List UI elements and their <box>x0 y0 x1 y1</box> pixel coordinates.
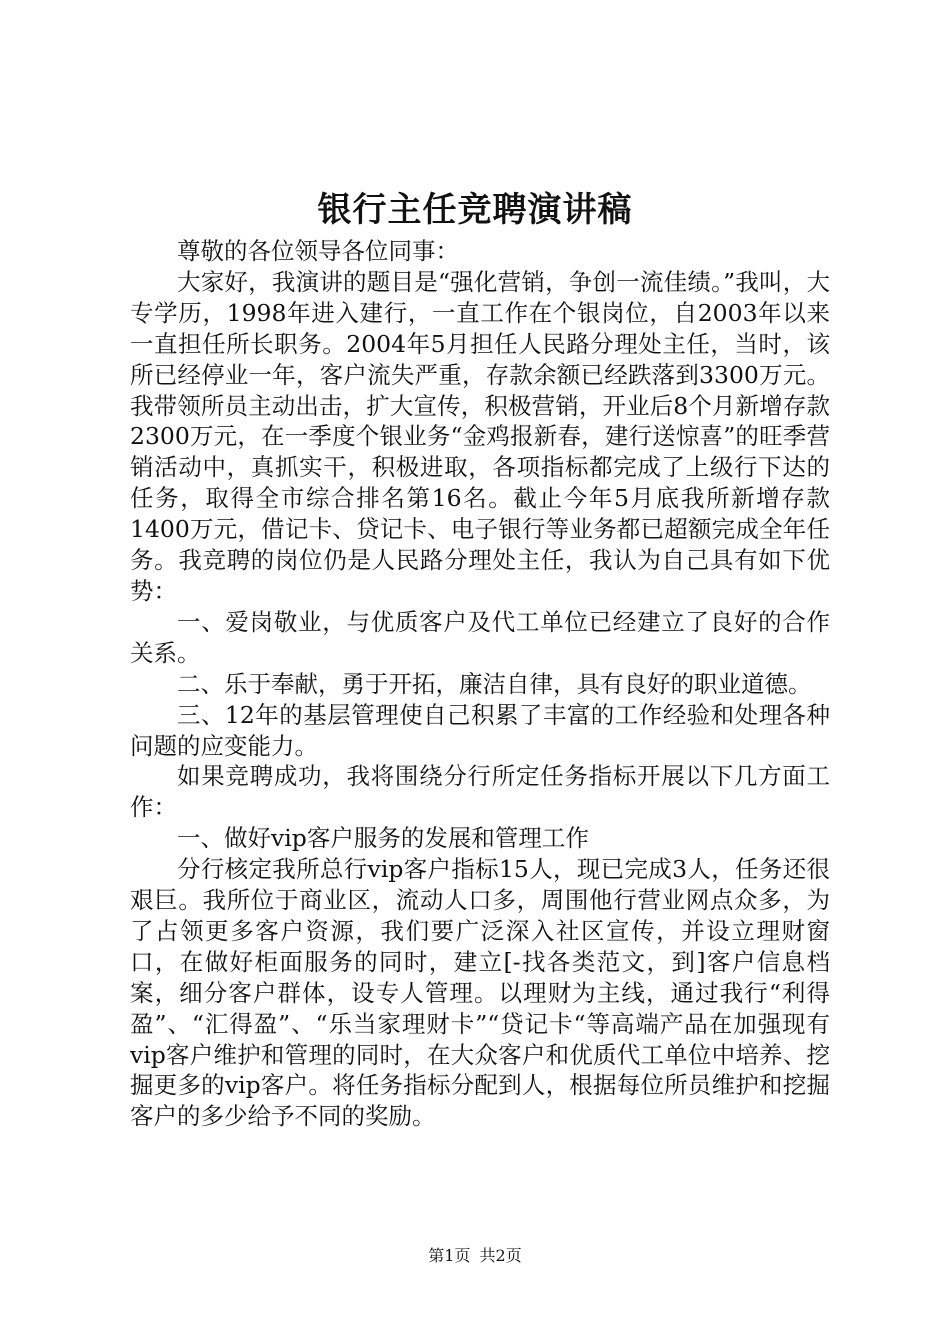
advantage-paragraph-3: 三、12年的基层管理使自己积累了丰富的工作经验和处理各种问题的应变能力。 <box>130 700 830 760</box>
intro-paragraph: 大家好，我演讲的题目是“强化营销，争创一流佳绩。”我叫，大专学历，1998年进入建行，一直工作在个银岗位，自2003年以来一直担任所长职务。2004年5月担任人民路分理处主任，当时，该所已经停业一年，客户流失严重，存款余额已经跌落到3300万元。我带领所员主动出击，扩大宣传，积极营销，开业后8个月新增存款2300万元，在一季度个银业务“金鸡报新春，建行送惊喜”的旺季营销活动中，真抓实干，积极进取，各项指标都完成了上级行下达的任务，取得全市综合排名第16名。截止今年5月底我所新增存款1400万元，借记卡、贷记卡、电子银行等业务都已超额完成全年任务。我竞聘的岗位仍是人民路分理处主任，我认为自己具有如下优势： <box>130 267 830 605</box>
advantage-paragraph-1: 一、爱岗敬业，与优质客户及代工单位已经建立了良好的合作关系。 <box>130 607 830 667</box>
document-body <box>130 236 830 1132</box>
document-title: 银行主任竞聘演讲稿 <box>317 190 633 230</box>
advantage-paragraph-2: 二、乐于奉献，勇于开拓，廉洁自律，具有良好的职业道德。 <box>177 669 812 698</box>
salutation-paragraph: 尊敬的各位领导各位同事： <box>177 237 459 265</box>
page-footer: 第1页 共2页 <box>428 1246 522 1265</box>
plan-intro-paragraph: 如果竞聘成功，我将围绕分行所定任务指标开展以下几方面工作： <box>130 762 830 822</box>
vip-plan-paragraph: 分行核定我所总行vip客户指标15人，现已完成3人，任务还很艰巨。我所位于商业区，流动人口多，周围他行营业网点众多，为了占领更多客户资源，我们要广泛深入社区宣传，并设立理财窗口，在做好柜面服务的同时，建立[-找各类范文，到]客户信息档案，细分客户群体，设专人管理。以理财为主线，通过我行“利得盈”、“汇得盈”、“乐当家理财卡”“贷记卡“等高端产品在加强现有vip客户维护和管理的同时，在大众客户和优质代工单位中培养、挖掘更多的vip客户。将任务指标分配到人，根据每位所员维护和挖掘客户的多少给予不同的奖励。 <box>130 855 830 1131</box>
section-heading-vip: 一、做好vip客户服务的发展和管理工作 <box>177 824 589 853</box>
